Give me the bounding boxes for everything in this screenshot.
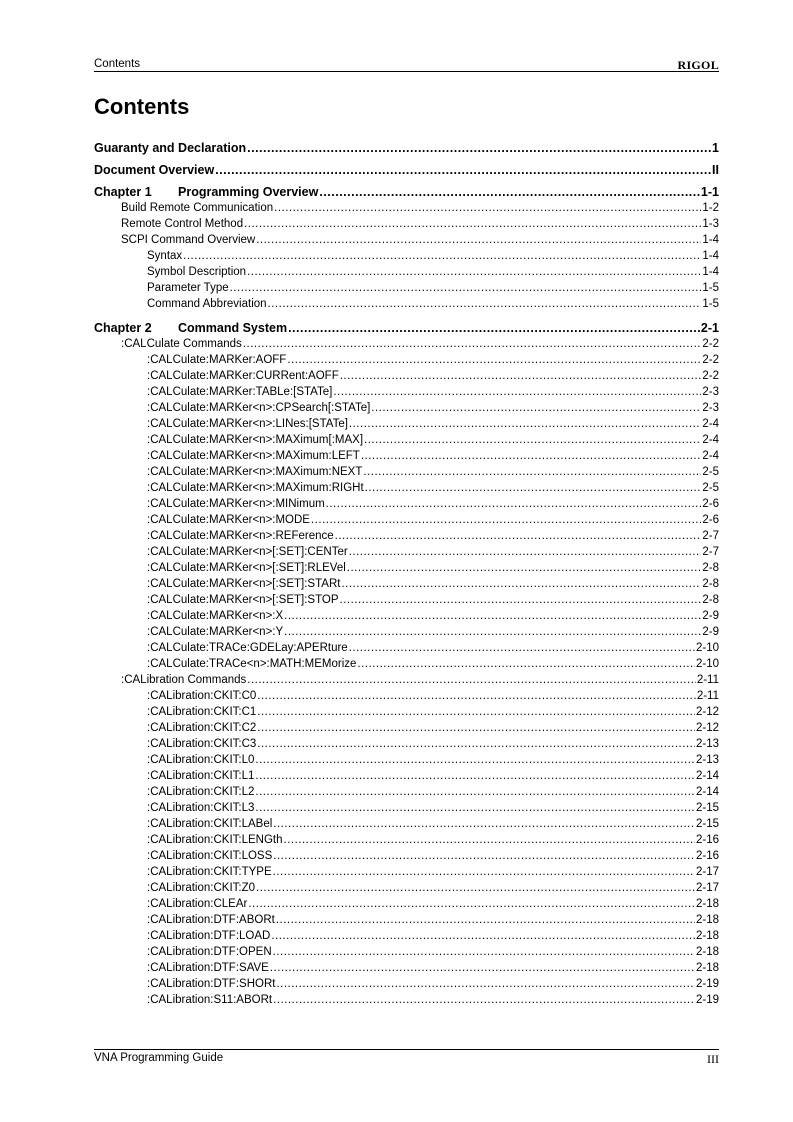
dot-leader [270,960,695,976]
dot-leader [361,448,702,464]
toc-page-number: 2-18 [695,946,719,958]
toc-entry-label: :CALibration:CKIT:L0 [147,754,255,766]
toc-page-number: 2-15 [695,802,719,814]
toc-page-number: 2-11 [696,674,719,686]
toc-entry-label: :CALCulate:MARKer<n>:MINimum [147,498,325,510]
toc-page-number: 2-10 [695,658,719,670]
dot-leader [215,162,711,178]
toc-entry[interactable] [94,592,719,608]
toc-entry-label: :CALibration:CKIT:TYPE [147,866,272,878]
header-section-label: Contents [94,58,141,70]
toc-entry-label: Build Remote Communication [121,202,274,214]
dot-leader [349,416,701,432]
toc-page-number: 2-2 [702,370,719,382]
header-divider [94,71,719,72]
toc-entry[interactable] [94,752,719,768]
toc-entry-label: :CALibration:CKIT:L1 [147,770,255,782]
toc-entry-label: :CALibration:CKIT:L2 [147,786,255,798]
dot-leader [340,592,702,608]
toc-page-number: 2-2 [702,354,719,366]
page-footer [94,1052,719,1066]
toc-entry-label: :CALCulate:MARKer<n>[:SET]:RLEVel [147,562,346,574]
toc-entry-label: :CALibration:CKIT:LOSS [147,850,273,862]
toc-page-number: 2-1 [700,321,719,335]
toc-page-number: 2-5 [702,482,719,494]
toc-entry[interactable] [94,704,719,720]
toc-entry[interactable] [94,816,719,832]
dot-leader [268,296,702,312]
toc-entry[interactable] [94,624,719,640]
toc-entry-label: :CALibration:CKIT:C0 [147,690,257,702]
dot-leader [243,336,702,352]
toc-page-number: II [712,163,719,177]
dot-leader [247,140,711,156]
dot-leader [319,184,700,200]
toc-page-number: 2-11 [696,690,719,702]
toc-entry-label: SCPI Command Overview [121,234,256,246]
toc-entry[interactable] [94,832,719,848]
dot-leader [257,704,695,720]
toc-entry[interactable] [94,512,719,528]
toc-entry-label: :CALibration:DTF:SHORt [147,978,276,990]
toc-page-number: 2-14 [695,786,719,798]
toc-entry-label: :CALCulate:MARKer:AOFF [147,354,287,366]
toc-page-number: 2-17 [695,866,719,878]
toc-page-number: 1-4 [702,250,719,262]
toc-entry[interactable] [94,672,719,688]
toc-entry-label: Symbol Description [147,266,247,278]
dot-leader [257,688,696,704]
dot-leader [244,216,701,232]
toc-entry-label: :CALibration:DTF:SAVE [147,962,269,974]
toc-page-number: 2-9 [702,610,719,622]
toc-page-number: 2-4 [702,450,719,462]
dot-leader [371,400,701,416]
chapter-number: Chapter 2 [94,321,152,335]
dot-leader [257,736,695,752]
toc-entry-label: :CALibration:DTF:LOAD [147,930,271,942]
toc-page-number: 2-14 [695,770,719,782]
toc-entry-label: :CALibration:CLEAr [147,898,248,910]
toc-entry-label: :CALCulate:TRACe<n>:MATH:MEMorize [147,658,357,670]
toc-entry-label: :CALibration:CKIT:LENGth [147,834,283,846]
dot-leader [333,384,701,400]
dot-leader [276,912,695,928]
toc-entry-label: :CALCulate:MARKer<n>:MAXimum:RIGHt [147,482,364,494]
toc-entry-label: :CALCulate:MARKer:CURRent:AOFF [147,370,339,382]
toc-page-number: 1-4 [702,266,719,278]
toc-page-number: 1-1 [700,185,719,199]
toc-entry[interactable] [94,232,719,248]
toc-entry-label: :CALibration:CKIT:C2 [147,722,257,734]
toc-entry[interactable] [94,264,719,280]
footer-page-number: III [707,1052,719,1066]
toc-entry[interactable] [94,280,719,296]
toc-entry[interactable] [94,216,719,232]
toc-page-number: 2-16 [695,850,719,862]
toc-entry[interactable] [94,432,719,448]
toc-page-number: 2-13 [695,738,719,750]
footer-document-title: VNA Programming Guide [94,1052,224,1064]
toc-entry[interactable] [94,720,719,736]
toc-entry-label: Remote Control Method [121,218,244,230]
toc-page-number: 1-3 [702,218,719,230]
toc-entry[interactable] [94,464,719,480]
toc-page-number: 2-19 [695,994,719,1006]
dot-leader [257,720,695,736]
dot-leader [273,848,695,864]
toc-page-number: 2-16 [695,834,719,846]
dot-leader [273,992,695,1008]
toc-page-number: 2-13 [695,754,719,766]
dot-leader [349,640,695,656]
toc-entry-label: Syntax [147,250,183,262]
brand-logo-text: RIGOL [677,58,719,72]
toc-entry-label: Parameter Type [147,282,229,294]
toc-page-number: 2-18 [695,962,719,974]
dot-leader [363,464,701,480]
toc-entry-label: :CALCulate:MARKer<n>:MAXimum:NEXT [147,466,363,478]
toc-page-number: 2-3 [702,402,719,414]
toc-entry-label: :CALCulate:MARKer<n>[:SET]:CENTer [147,546,348,558]
toc-entry-top[interactable] [94,140,719,156]
toc-page-number: 2-18 [695,898,719,910]
toc-entry[interactable] [94,800,719,816]
toc-entry[interactable] [94,400,719,416]
toc-entry-label: :CALCulate:MARKer<n>:Y [147,626,284,638]
toc-entry[interactable] [94,960,719,976]
toc-entry[interactable] [94,296,719,312]
toc-entry-label: :CALibration:CKIT:C3 [147,738,257,750]
dot-leader [247,672,696,688]
toc-page-number: 2-18 [695,930,719,942]
toc-page-number: 2-7 [702,546,719,558]
toc-entry[interactable] [94,944,719,960]
toc-entry[interactable] [94,496,719,512]
toc-entry[interactable] [94,448,719,464]
toc-entry-label: :CALibration:CKIT:LABel [147,818,273,830]
toc-entry-label [94,184,318,200]
dot-leader [273,864,695,880]
toc-entry-label: :CALCulate:MARKer<n>:MAXimum[:MAX] [147,434,364,446]
dot-leader [326,496,702,512]
page-title: Contents [94,94,190,119]
toc-entry-label: :CALCulate:MARKer<n>:MAXimum:LEFT [147,450,360,462]
toc-page-number: 2-8 [702,578,719,590]
dot-leader [311,512,701,528]
toc-page-number: 2-4 [702,434,719,446]
toc-page-number: 2-4 [702,418,719,430]
toc-entry[interactable] [94,688,719,704]
toc-entry[interactable] [94,896,719,912]
toc-page-number: 2-7 [702,530,719,542]
dot-leader [273,816,695,832]
footer-divider [94,1049,719,1050]
dot-leader [349,544,702,560]
toc-page-number: 2-12 [695,722,719,734]
toc-page-number: 2-12 [695,706,719,718]
toc-entry[interactable] [94,976,719,992]
toc-entry-label: :CALCulate:MARKer:TABLe:[STATe] [147,386,333,398]
toc-chapter-heading[interactable] [94,184,719,200]
chapter-title: Command System [178,321,288,335]
dot-leader [276,976,695,992]
toc-entry-label: :CALCulate:MARKer<n>:CPSearch[:STATe] [147,402,371,414]
toc-entry-label: :CALCulate:MARKer<n>[:SET]:STOP [147,594,339,606]
toc-entry-label: :CALibration:DTF:OPEN [147,946,272,958]
toc-page-number: 1-5 [702,282,719,294]
toc-page-number: 2-6 [702,498,719,510]
dot-leader [365,480,702,496]
toc-entry[interactable] [94,912,719,928]
toc-entry[interactable] [94,880,719,896]
toc-entry[interactable] [94,864,719,880]
dot-leader [335,528,702,544]
toc-entry[interactable] [94,560,719,576]
toc-page-number: 2-17 [695,882,719,894]
toc-entry[interactable] [94,480,719,496]
toc-page-number: 2-3 [702,386,719,398]
toc-entry[interactable] [94,992,719,1008]
toc-entry[interactable] [94,608,719,624]
dot-leader [364,432,701,448]
toc-entry-label: :CALibration:CKIT:C1 [147,706,257,718]
dot-leader [255,784,695,800]
page-header [94,58,719,72]
toc-entry-label: :CALCulate Commands [121,338,242,350]
toc-page-number: 2-19 [695,978,719,990]
dot-leader [248,896,695,912]
toc-entry-label [94,320,287,336]
toc-page-number: 2-10 [695,642,719,654]
toc-entry[interactable] [94,768,719,784]
toc-entry[interactable] [94,416,719,432]
toc-entry[interactable] [94,640,719,656]
dot-leader [284,608,701,624]
toc-entry[interactable] [94,384,719,400]
toc-chapter-heading[interactable] [94,320,719,336]
dot-leader [284,624,701,640]
dot-leader [288,320,700,336]
toc-entry-label: :CALibration Commands [121,674,247,686]
toc-entry-label: Guaranty and Declaration [94,141,247,155]
toc-page-number: 2-8 [702,594,719,606]
dot-leader [256,880,695,896]
toc-page-number: 2-6 [702,514,719,526]
toc-page-number: 2-2 [702,338,719,350]
toc-page-number: 1-4 [702,234,719,246]
dot-leader [284,832,695,848]
toc-entry[interactable] [94,848,719,864]
dot-leader [255,768,695,784]
toc-entry[interactable] [94,200,719,216]
toc-entry[interactable] [94,368,719,384]
dot-leader [274,200,701,216]
toc-entry[interactable] [94,528,719,544]
table-of-contents [94,140,719,1008]
chapter-number: Chapter 1 [94,185,152,199]
toc-entry-label: :CALCulate:MARKer<n>:LINes:[STATe] [147,418,348,430]
toc-entry-label: :CALCulate:MARKer<n>:MODE [147,514,310,526]
dot-leader [256,232,701,248]
toc-entry-label: :CALibration:DTF:ABORt [147,914,275,926]
toc-page-number: 1-2 [702,202,719,214]
toc-entry[interactable] [94,928,719,944]
toc-entry-label: :CALCulate:TRACe:GDELay:APERture [147,642,348,654]
toc-entry[interactable] [94,576,719,592]
toc-entry[interactable] [94,352,719,368]
toc-entry[interactable] [94,248,719,264]
toc-entry-label: :CALibration:S11:ABORt [147,994,273,1006]
dot-leader [247,264,701,280]
chapter-title: Programming Overview [178,185,319,199]
dot-leader [230,280,702,296]
toc-page-number: 1 [712,141,719,155]
toc-entry[interactable] [94,336,719,352]
dot-leader [271,928,695,944]
toc-entry-label: Document Overview [94,163,215,177]
toc-entry[interactable] [94,544,719,560]
dot-leader [255,800,695,816]
dot-leader [340,368,702,384]
toc-entry[interactable] [94,656,719,672]
toc-entry[interactable] [94,784,719,800]
dot-leader [347,560,702,576]
toc-page-number: 2-9 [702,626,719,638]
toc-page-number: 2-5 [702,466,719,478]
toc-entry-label: :CALCulate:MARKer<n>:X [147,610,284,622]
toc-entry-label: :CALCulate:MARKer<n>[:SET]:STARt [147,578,341,590]
toc-entry-top[interactable] [94,162,719,178]
toc-entry-label: Command Abbreviation [147,298,267,310]
toc-entry-label: :CALibration:CKIT:L3 [147,802,255,814]
dot-leader [183,248,701,264]
dot-leader [357,656,695,672]
toc-page-number: 2-15 [695,818,719,830]
toc-entry-label: :CALCulate:MARKer<n>:REFerence [147,530,334,542]
dot-leader [255,752,695,768]
dot-leader [273,944,695,960]
toc-entry-label: :CALibration:CKIT:Z0 [147,882,256,894]
toc-page-number: 2-8 [702,562,719,574]
toc-page-number: 2-18 [695,914,719,926]
toc-page-number: 1-5 [702,298,719,310]
dot-leader [341,576,701,592]
toc-entry[interactable] [94,736,719,752]
dot-leader [287,352,701,368]
